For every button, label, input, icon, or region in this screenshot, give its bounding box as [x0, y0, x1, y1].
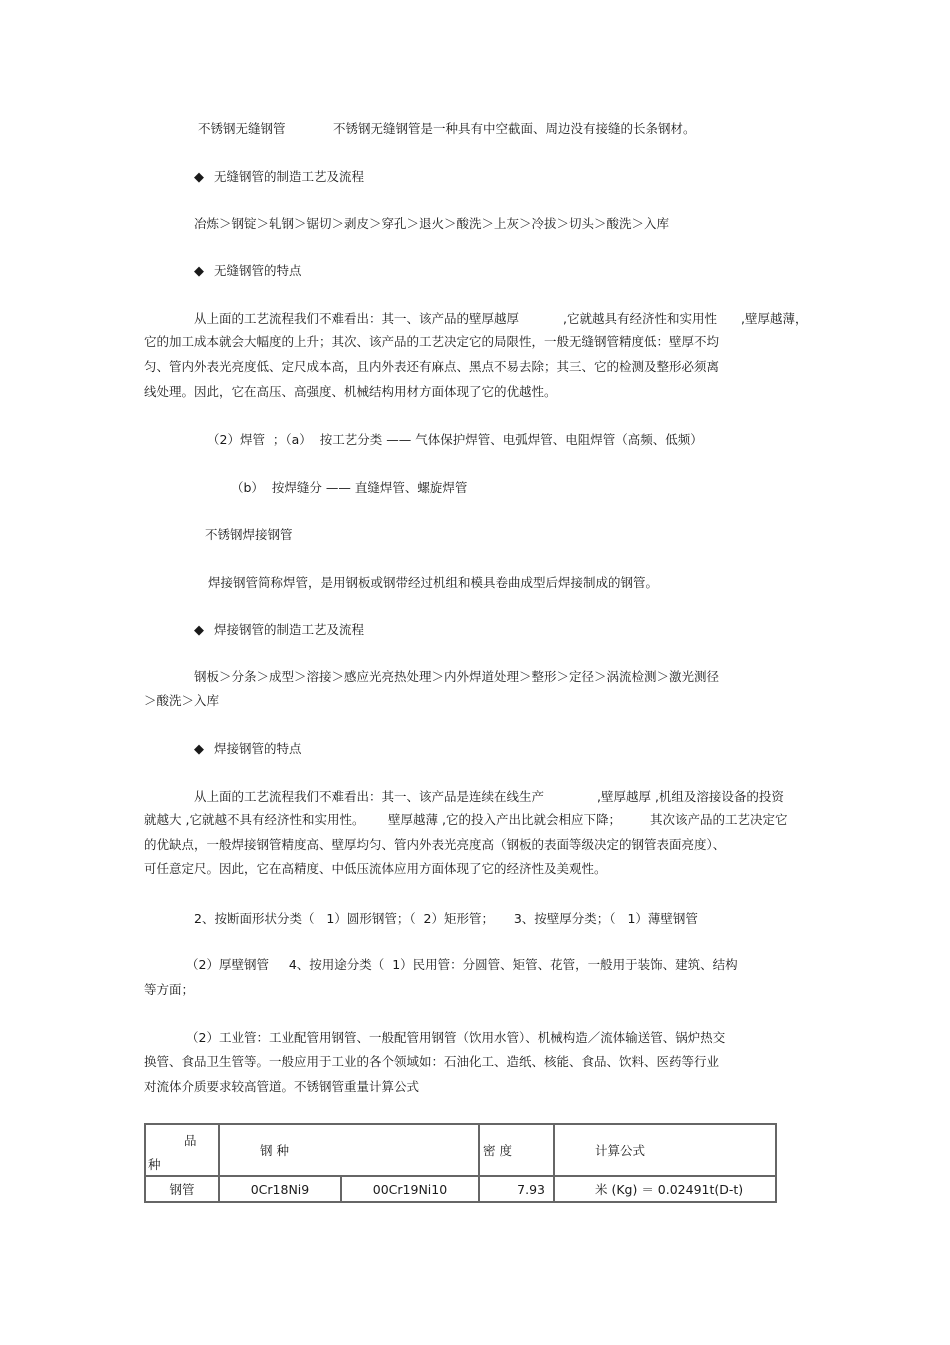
header-variety	[145, 1124, 219, 1176]
paragraph-text: （2）厚壁钢管 4、按用途分类（ 1）民用管：分圆管、矩管、花管，一般用于装饰、建筑、结构	[186, 957, 738, 972]
process-flow-text: 钢板＞分条＞成型＞溶接＞感应光亮热处理＞内外焊道处理＞整形＞定径＞涡流检测＞激光测径	[194, 669, 720, 684]
paragraph-text: （2）焊管 ；（a） 按工艺分类 —— 气体保护焊管、电弧焊管、电阻焊管（高频、低频）	[207, 432, 703, 447]
para1-line2	[144, 334, 719, 350]
header-density: 密 度	[479, 1124, 554, 1176]
diamond-bullet-icon: ◆	[194, 264, 204, 279]
diamond-bullet-icon: ◆	[194, 170, 204, 185]
header-variety-bottom: 种	[148, 1157, 161, 1172]
heading-seamless: 不锈钢无缝钢管	[198, 121, 286, 136]
line-title-seamless	[198, 121, 286, 137]
paragraph-text: 的优缺点，一般焊接钢管精度高、壁厚均匀、管内外表光亮度高（钢板的表面等级决定的钢管表面亮度）、	[144, 837, 726, 852]
classification-line3	[144, 982, 194, 998]
diamond-bullet-icon: ◆	[194, 742, 204, 757]
para1-line4	[144, 384, 557, 400]
header-variety-top: 品	[184, 1133, 197, 1148]
paragraph-text: 其次该产品的工艺决定它	[650, 812, 788, 827]
process-flow-text: 冶炼＞钢锭＞轧钢＞锯切＞剥皮＞穿孔＞退火＞酸洗＞上灰＞冷拔＞切头＞酸洗＞入库	[194, 216, 670, 231]
section-heading: 焊接钢管的特点	[214, 741, 302, 756]
para2-line2c	[650, 812, 788, 828]
section-seamless-process	[194, 169, 364, 186]
heading-text: 不锈钢焊接钢管	[205, 527, 293, 542]
cell-density: 7.93	[479, 1176, 554, 1202]
para1-line1b	[563, 311, 717, 327]
paragraph-text: 换管、食品卫生管等。一般应用于工业的各个领域如：石油化工、造纸、核能、食品、饮料、医药等行业	[144, 1054, 720, 1069]
paragraph-text: （b） 按焊缝分 —— 直缝焊管、螺旋焊管	[231, 480, 468, 495]
process-flow-text: ＞酸洗＞入库	[144, 693, 220, 708]
section-heading: 焊接钢管的制造工艺及流程	[214, 622, 365, 637]
paragraph-text: 等方面；	[144, 982, 195, 997]
cell-grade-2: 00Cr19Ni10	[341, 1176, 479, 1202]
cell-formula: 米 (Kg) ＝ 0.02491t(D-t)	[554, 1176, 776, 1202]
paragraph-text: 可任意定尺。因此，它在高精度、中低压流体应用方面体现了它的经济性及美观性。	[144, 861, 607, 876]
para2-line1a	[194, 789, 544, 805]
classification-line1	[194, 911, 698, 927]
para2-line1b	[597, 789, 784, 805]
para2-line3	[144, 837, 725, 853]
header-steel-grade: 钢 种	[219, 1124, 479, 1176]
heading-welded	[205, 527, 293, 543]
paragraph-text: 从上面的工艺流程我们不难看出：其一、该产品是连续在线生产	[194, 789, 545, 804]
weight-formula-table	[144, 1123, 777, 1203]
paragraph-text: ,壁厚越薄，	[741, 311, 808, 326]
welded-flow-line1	[194, 669, 719, 685]
seamless-definition: 不锈钢无缝钢管是一种具有中空截面、周边没有接缝的长条钢材。	[333, 121, 696, 136]
welded-types-a	[207, 432, 703, 448]
welded-types-b	[231, 480, 467, 496]
paragraph-text: 壁厚越薄 ,它的投入产出比就会相应下降；	[388, 812, 621, 827]
paragraph-text: 对流体介质要求较高管道。不锈钢管重量计算公式	[144, 1079, 420, 1094]
line-seamless-def	[333, 121, 696, 137]
para1-line1c	[741, 311, 807, 327]
paragraph-text: ,它就越具有经济性和实用性	[563, 311, 717, 326]
industrial-line3	[144, 1079, 419, 1095]
welded-flow-line2	[144, 693, 219, 709]
section-heading: 无缝钢管的制造工艺及流程	[214, 169, 365, 184]
paragraph-text: 2、按断面形状分类（ 1）圆形钢管；（ 2）矩形管； 3、按壁厚分类；（ 1）薄壁钢管	[194, 911, 698, 926]
paragraph-text: 线处理。因此，它在高压、高强度、机械结构用材方面体现了它的优越性。	[144, 384, 557, 399]
table-header-row	[145, 1124, 776, 1176]
industrial-line1	[186, 1030, 725, 1046]
para1-line1a	[194, 311, 519, 327]
paragraph-text: （2）工业管：工业配管用钢管、一般配管用钢管（饮用水管）、机械构造／流体输送管、锅炉热交	[186, 1030, 726, 1045]
diamond-bullet-icon: ◆	[194, 623, 204, 638]
cell-variety: 钢管	[145, 1176, 219, 1202]
paragraph-text: 匀、管内外表光亮度低、定尺成本高，且内外表还有麻点、黑点不易去除；其三、它的检测及整形必须离	[144, 359, 720, 374]
cell-grade-1: 0Cr18Ni9	[219, 1176, 341, 1202]
para2-line2b	[388, 812, 621, 828]
industrial-line2	[144, 1054, 719, 1070]
para2-line2a	[144, 812, 364, 828]
section-heading: 无缝钢管的特点	[214, 263, 302, 278]
section-welded-features	[194, 741, 302, 758]
classification-line2	[186, 957, 738, 973]
welded-definition	[208, 575, 658, 591]
paragraph-text: 从上面的工艺流程我们不难看出：其一、该产品的壁厚越厚	[194, 311, 520, 326]
paragraph-text: 它的加工成本就会大幅度的上升；其次、该产品的工艺决定它的局限性，一般无缝钢管精度低：壁厚不均	[144, 334, 720, 349]
paragraph-text: ,壁厚越厚 ,机组及溶接设备的投资	[597, 789, 784, 804]
paragraph-text: 焊接钢管简称焊管，是用钢板或钢带经过机组和模具卷曲成型后焊接制成的钢管。	[208, 575, 659, 590]
section-welded-process	[194, 622, 364, 639]
header-formula: 计算公式	[554, 1124, 776, 1176]
paragraph-text: 就越大 ,它就越不具有经济性和实用性。	[144, 812, 365, 827]
table-row	[145, 1176, 776, 1202]
seamless-flow	[194, 216, 669, 232]
section-seamless-features	[194, 263, 302, 280]
para2-line4	[144, 861, 607, 877]
para1-line3	[144, 359, 719, 375]
